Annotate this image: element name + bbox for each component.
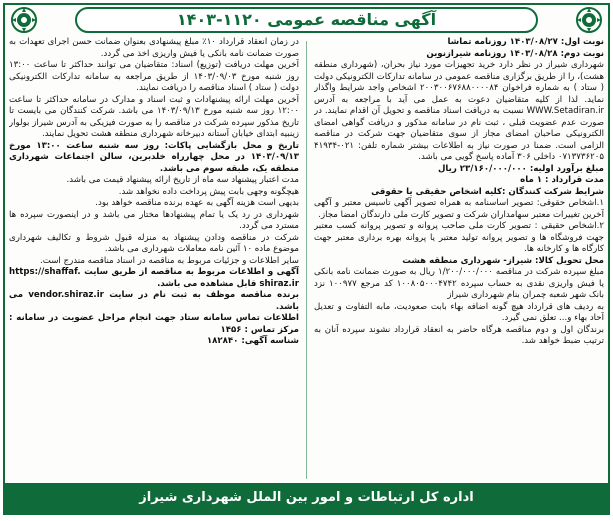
acceptance-of-terms: شرکت در مناقصه ودادن پیشنهاد به منزله قبول شروط و تکالیف شهرداری موضوع ماده ۱۰ آئین نامه معاملات شهرداری می باشد. bbox=[9, 232, 299, 254]
natural-persons-requirements: ۲.اشخاص حقیقی : تصویر کارت ملی صاحب پروانه و تصویر پروانه کسب معتبر جهت فروشگاه ها و تصویر پروانه تولید معتبر یا پروانه بهره برداری معتبر جهت کارگاه ها و کارخانه ها. bbox=[314, 221, 604, 254]
municipality-logo-icon bbox=[574, 6, 604, 34]
setad-contact-center: اطلاعات تماس سامانه ستاد جهت انجام مراحل عضویت در سامانه : مرکز تماس : ۱۴۵۶ bbox=[9, 313, 299, 335]
municipality-logo-icon bbox=[9, 6, 39, 34]
proposal-validity: مدت اعتبار پیشنهاد سه ماه از تاریخ ارائه پیشنهاد قیمت می باشد. bbox=[66, 175, 299, 185]
ad-cost-note: بدیهی است هزینه آگهی به عهده برنده مناقصه خواهد بود. bbox=[95, 198, 299, 208]
ad-header bbox=[5, 5, 608, 35]
vendor-registration-note: برنده مناقصه موظف به ثبت نام در سایت vendor.shiraz.ir می باشد. bbox=[9, 290, 299, 312]
envelope-opening: تاریخ و محل بازگشایی پاکات: روز سه شنبه ساعت ۱۳:۰۰ مورخ ۱۴۰۳/۰۹/۱۳ در محل چهارراه خلدبرین، سالن اجتماعات شهرداری منطقه یک، طبقه سوم می باشد. bbox=[9, 140, 299, 174]
ad-footer: اداره کل ارتباطات و امور بین الملل شهرداری شیراز bbox=[5, 483, 608, 513]
column-divider bbox=[306, 41, 307, 479]
ad-id: شناسه آگهی: ۱۸۲۸۴۰ bbox=[206, 336, 299, 346]
transparency-site-note: آگهی و اطلاعات مربوط به مناقصه از طریق سایت https://shaffaf. shiraz.ir قابل مشاهده می باشد. bbox=[9, 267, 299, 289]
no-price-adjustment: به ردیف های قرارداد هیچ گونه اضافه بهاء بابت صعودیت، مابه التفاوت و تعدیل آحاد بهاء و... تعلق نمی گیرد. bbox=[314, 301, 604, 323]
delivery-location: محل تحویل کالا: شیراز- شهرداری منطقه هشت bbox=[402, 255, 604, 266]
rejection-right: شهرداری در رد یک یا تمام پیشنهادها مختار می باشد و در اینصورت سپرده ها مسترد می گردد. bbox=[9, 209, 299, 231]
document-receipt-deadline: آخرین مهلت دریافت (توزیع) اسناد: متقاضیان می توانند حداکثر تا ساعت ۱۳:۰۰ روز شنبه مورخ ۱۴۰۳/۰۹/۰۳ از طریق مراجعه به سامانه تدارکات الکترونیکی دولت ( ستاد ) اسناد مناقصه را دریافت نمایند. bbox=[9, 60, 299, 93]
legal-entities-requirements: ۱.اشخاص حقوقی: تصویر اساسنامه به همراه تصویر آگهی تاسیس معتبر و آگهی آخرین تغییرات معتبر سهامداران شرکت و تصویر کارت ملی دارندگان امضا مجاز. bbox=[314, 198, 604, 220]
tender-intro-paragraph: شهرداری شیراز در نظر دارد خرید تجهیزات مورد نیاز بحران، (شهرداری منطقه هشت)، را از طریق برگزاری مناقصه عمومی در سامانه تدارکات الکترونیکی دولت ( ستاد ) به شماره فراخوان ۲۰۰۳۰۰۶۷۶۸۸۰۰۰۰۸۴ اشخاص واجد شرایط واگذار نماید. لذا از کلیه متقاضیان دعوت به عمل می آید با مراجعه به آدرس WWW.Setadiran.ir نسبت به دریافت اسناد مناقصه و تحویل آن اقدام نمایند. در صورت عدم عضویت قبلی ، ثبت نام در سامانه مذکور و دریافت گواهی امضای الکترونیکی صاحبان امضای مجاز از سوی متقاضیان جهت شرکت در مناقصه الزامی است. ضمنا در صورت نیاز به اطلاعات بیشتر شماره تلفن: ۰۲۱-۴۱۹۳۴ ۰۷۱۳۷۳۶۲۰۵ داخلی ۳۰۶ آماده پاسخ گویی می باشد. bbox=[314, 60, 604, 162]
estimated-budget: مبلغ برآورد اولیه: ۲۳/۱۶۰/۰۰۰/۰۰۰ ریال bbox=[437, 163, 604, 174]
contract-duration: مدت قرارداد : ۱ ماه bbox=[520, 175, 604, 185]
tender-advertisement bbox=[3, 3, 610, 515]
no-prepayment: هیچگونه وجهی بابت پیش پرداخت داده نخواهد شد. bbox=[118, 186, 299, 197]
ad-title: آگهی مناقصه عمومی ۱۱۲۰-۱۴۰۳ bbox=[75, 7, 538, 33]
proposal-submission-deadline: آخرین مهلت ارائه پیشنهادات و ثبت اسناد و مدارک در سامانه حداکثر تا ساعت ۱۲:۰۰ روز سه شنبه مورخ ۱۴۰۳/۰۹/۱۳ می باشد. شرکت کنندگان می بایست تا تاریخ مذکور سپرده شرکت در مناقصه را به صورت فیزیکی به آدرس شیراز بولوار زینبیه ابتدای خیابان آستانه دبیرخانه شهرداری منطقه هشت تحویل نمایند. bbox=[9, 94, 299, 139]
ad-body bbox=[9, 37, 604, 483]
winner-deposit-forfeit: برندگان اول و دوم مناقصه هرگاه حاضر به انعقاد قرارداد نشوند سپرده آنان به ترتیب ضبط خواهد شد. bbox=[314, 324, 604, 346]
deposit-amount: مبلغ سپرده شرکت در مناقصه ۱/۲۰۰/۰۰۰/۰۰۰ ریال به صورت ضمانت نامه بانکی یا فیش واریزی نقدی به حساب سپرده ۱۰۰۸۰۵۰۰۰۴۷۴۲ کد مرجع ۱۰۰۹۷۷ نزد بانک شهر شعبه چمران بنام شهرداری شیراز bbox=[314, 267, 604, 300]
performance-guarantee: در زمان انعقاد قرارداد ۱۰٪ مبلغ پیشنهادی بعنوان ضمانت حسن اجرای تعهدات به صورت ضمانت نامه بانکی یا فیش واریزی اخذ می گردد. bbox=[9, 37, 299, 59]
other-details-note: سایر اطلاعات و جزئیات مربوط به مناقصه در اسناد مناقصه مندرج است. bbox=[40, 255, 299, 266]
participant-conditions: شرایط شرکت کنندگان :کلیه اشخاص حقیقی یا حقوقی bbox=[371, 186, 604, 197]
right-column bbox=[314, 37, 604, 483]
second-publication: نوبت دوم: ۱۴۰۳/۰۸/۲۸ روزنامه شیرازنوین bbox=[426, 48, 604, 59]
first-publication: نوبت اول: ۱۴۰۳/۰۸/۲۷ روزنامه تماشا bbox=[447, 37, 604, 47]
left-column bbox=[9, 37, 299, 483]
